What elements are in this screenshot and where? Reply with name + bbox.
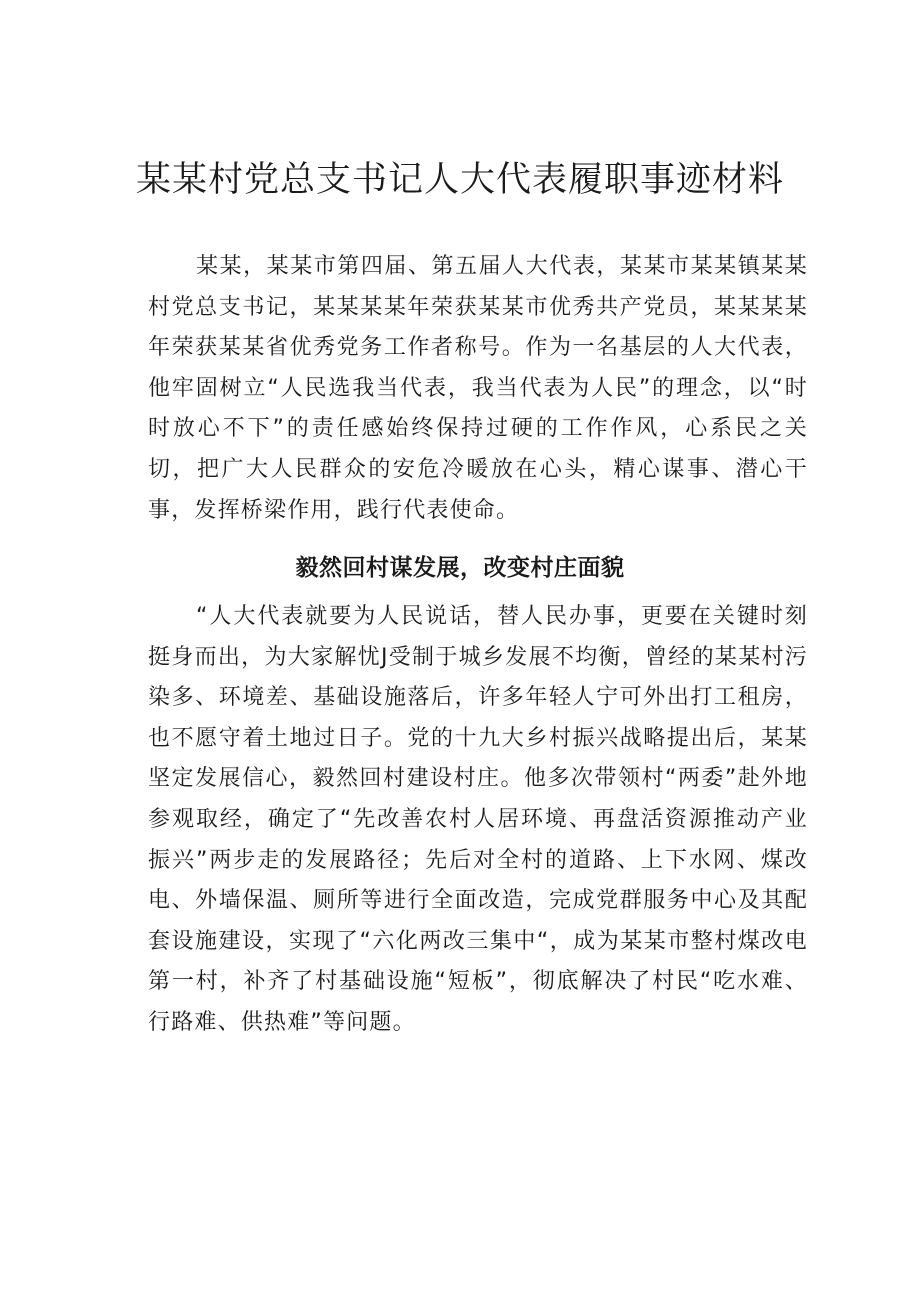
document-title: 某某村党总支书记人大代表履职事迹材料	[135, 160, 784, 200]
intro-paragraph: 某某，某某市第四届、第五届人大代表，某某市某某镇某某村党总支书记，某某某某年荣获某某市优秀共产党员，某某某某年荣获某某省优秀党务工作者称号。作为一名基层的人大代表，他牢固树立“人民选我当代表，我当代表为人民”的理念，以“时时放心不下”的责任感始终保持过硬的工作作风，心系民之关切，把广大人民群众的安危冷暖放在心头，精心谋事、潜心干事，发挥桥梁作用，践行代表使命。	[148, 254, 808, 523]
section-paragraph: “人大代表就要为人民说话，替人民办事，更要在关键时刻挺身而出，为大家解忧J受制于城乡发展不均衡，曾经的某某村污染多、环境差、基础设施落后，许多年轻人宁可外出打工租房，也不愿守着土地过日子。党的十九大乡村振兴战略提出后，某某坚定发展信心，毅然回村建设村庄。他多次带领村“两委”赴外地参观取经，确定了“先改善农村人居环境、再盘活资源推动产业振兴”两步走的发展路径；先后对全村的道路、上下水网、煤改电、外墙保温、厕所等进行全面改造，完成党群服务中心及其配套设施建设，实现了“六化两改三集中“，成为某某市整村煤改电第一村，补齐了村基础设施“短板”，彻底解决了村民“吃水难、行路难、供热难”等问题。	[148, 604, 808, 1035]
section-heading: 毅然回村谋发展，改变村庄面貌	[295, 555, 625, 581]
